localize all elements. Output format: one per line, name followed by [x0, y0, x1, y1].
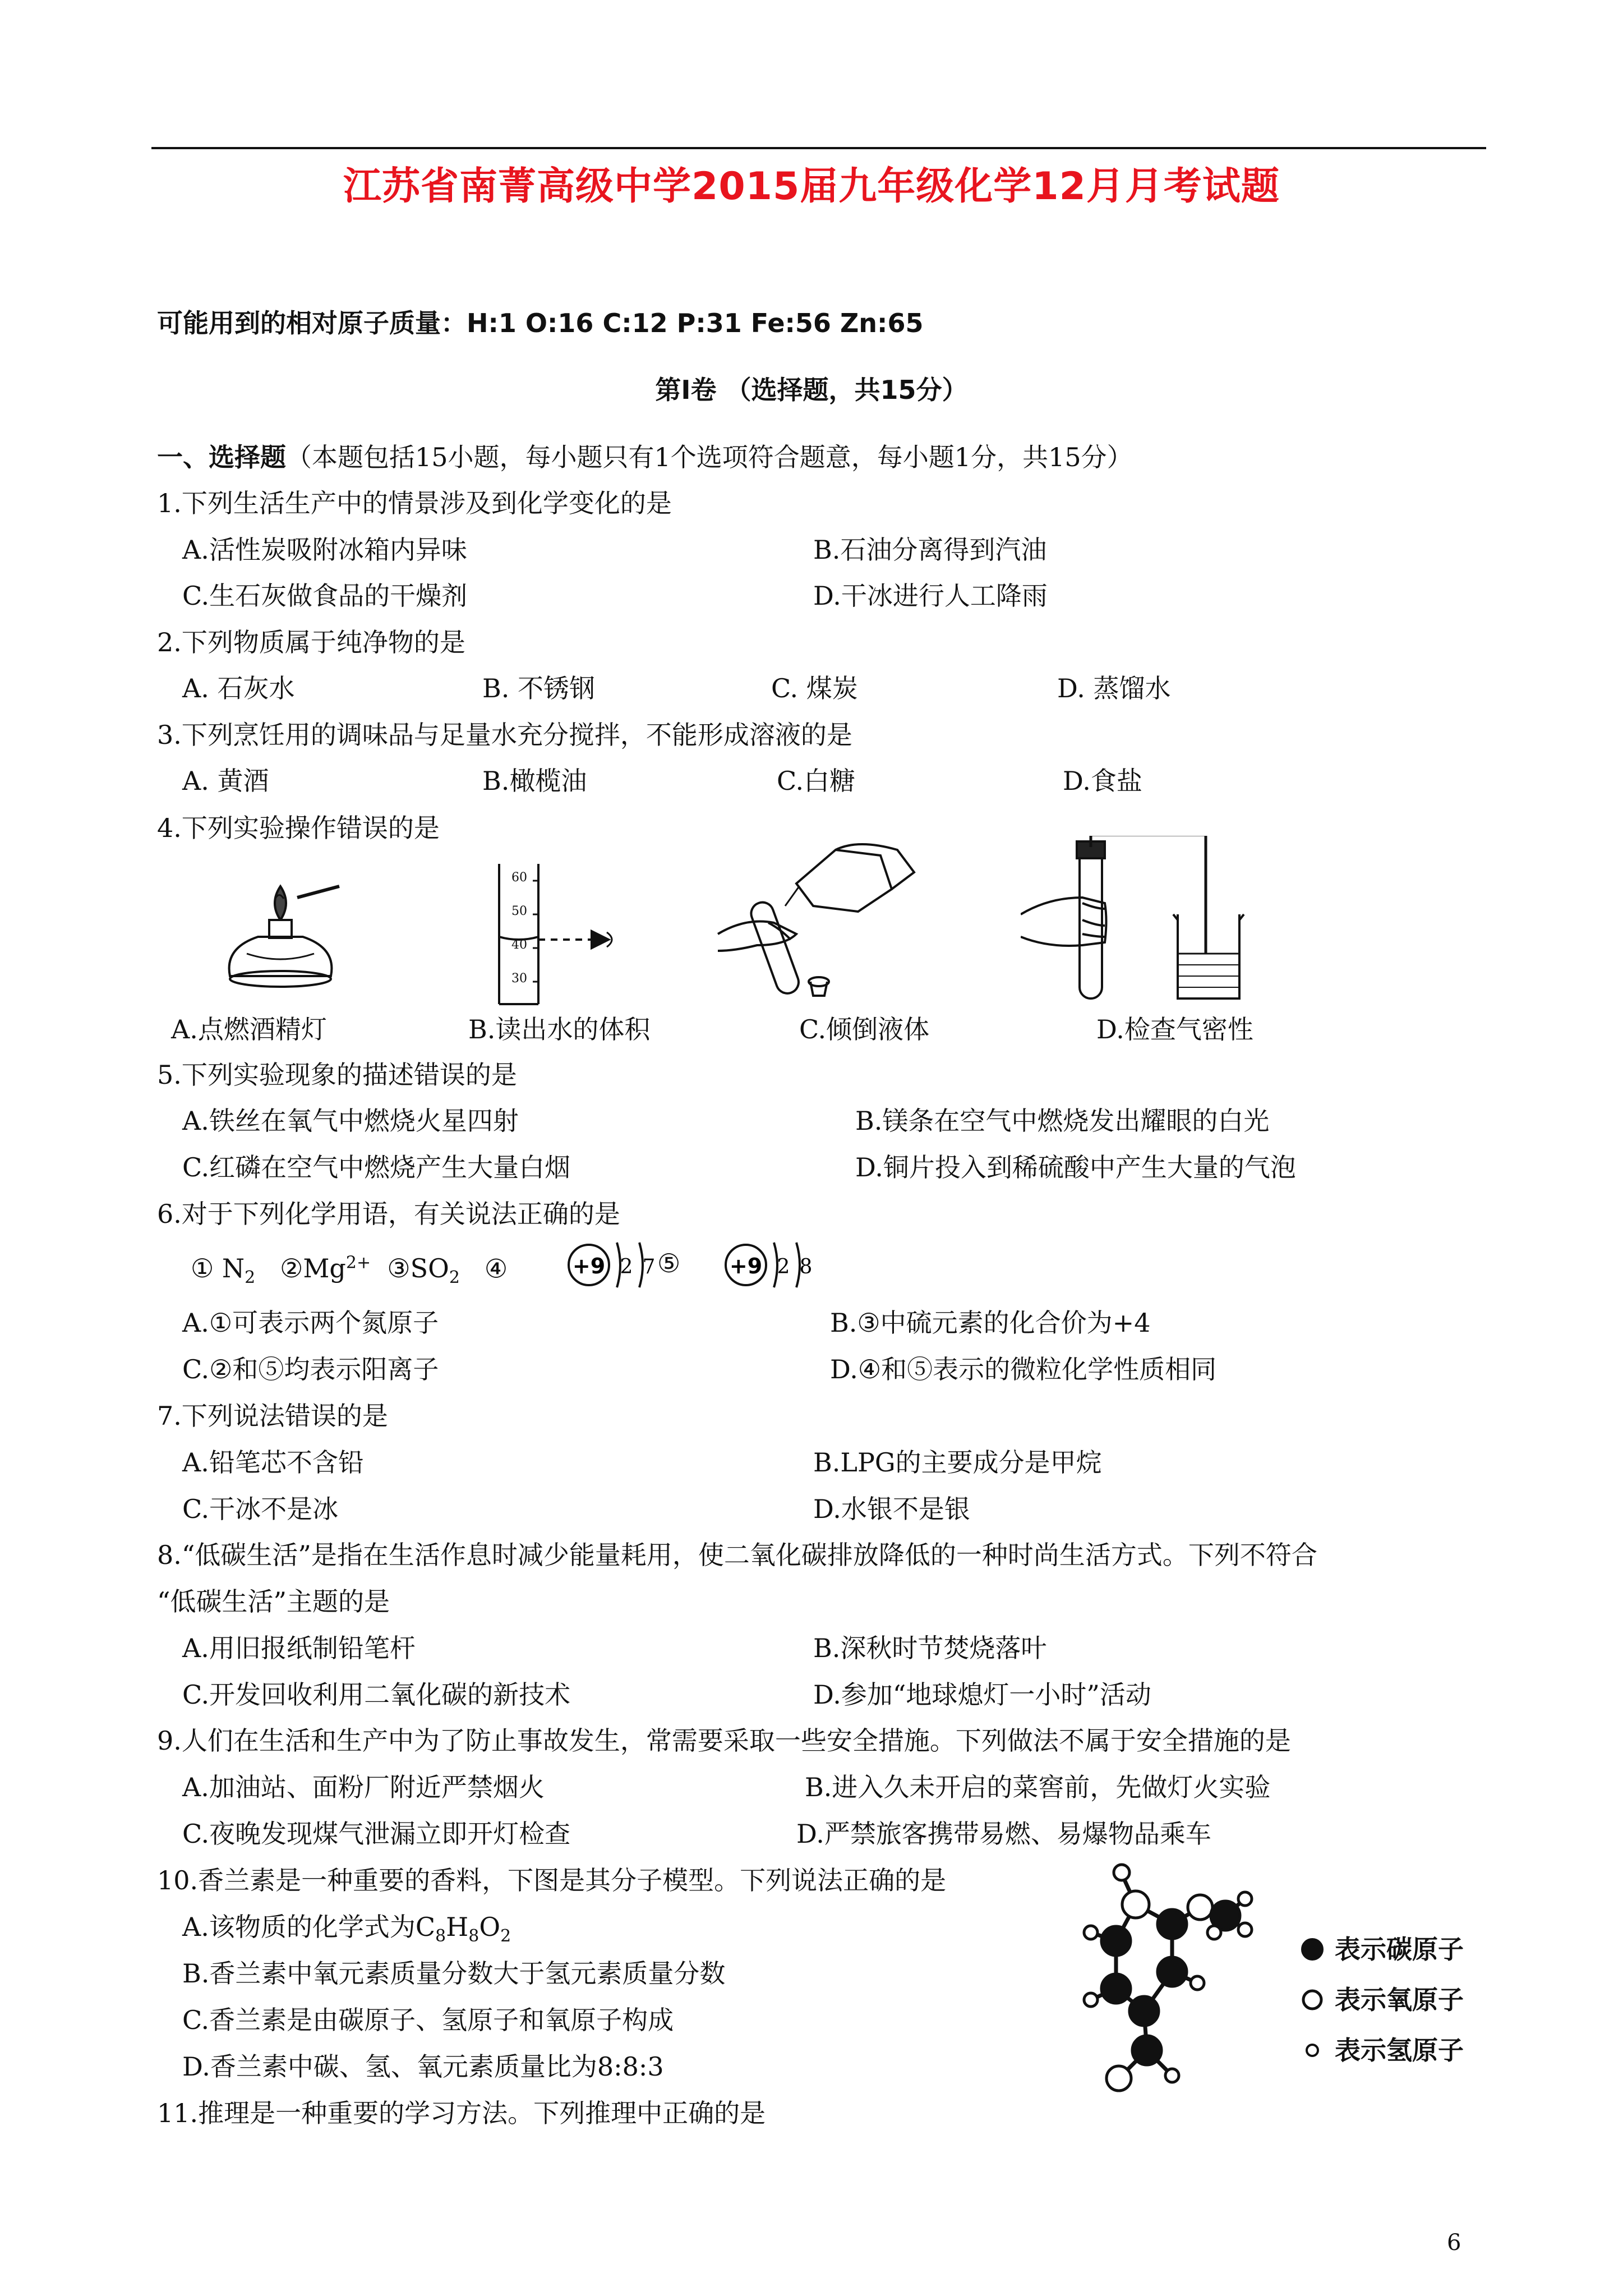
pouring-liquid-figure [712, 839, 925, 1007]
hydrogen-atom-icon [1307, 2045, 1318, 2056]
q5-option-d: D.铜片投入到稀硫酸中产生大量的气泡 [855, 1152, 1296, 1182]
q7-option-a: A.铅笔芯不含铅 [182, 1447, 364, 1478]
carbon-atom-icon [1302, 1939, 1322, 1959]
q1-option-a: A.活性炭吸附冰箱内异味 [182, 535, 467, 565]
q2-option-d: D. 蒸馏水 [1057, 673, 1171, 703]
q10-option-a: A.该物质的化学式为$C_8H_8O_2$ [182, 1912, 511, 1947]
atom4-shell-2: 7 [642, 1255, 656, 1278]
q6-option-c: C.②和⑤均表示阳离子 [182, 1354, 439, 1384]
part-heading [157, 440, 1133, 474]
q5-stem: 5.下列实验现象的描述错误的是 [157, 1060, 517, 1090]
part-desc: （本题包括15小题，每小题只有1个选项符合题意，每小题1分，共15分） [286, 442, 1133, 472]
atom4-shell-1: 2 [620, 1255, 633, 1278]
q2-option-c: C. 煤炭 [771, 673, 858, 703]
legend-oxygen: 表示氧原子 [1335, 1985, 1464, 2015]
q4-stem: 4.下列实验操作错误的是 [157, 813, 440, 843]
q4-option-b: B.读出水的体积 [468, 1014, 651, 1045]
header-rule [151, 147, 1486, 149]
q10-option-d: D.香兰素中碳、氢、氧元素质量比为8:8:3 [182, 2051, 664, 2082]
q4-option-d: D.检查气密性 [1096, 1014, 1253, 1045]
q9-option-d: D.严禁旅客携带易燃、易爆物品乘车 [796, 1819, 1211, 1849]
q3-stem: 3.下列烹饪用的调味品与足量水充分搅拌，不能形成溶液的是 [157, 720, 852, 750]
q3-option-a: A. 黄酒 [182, 766, 269, 796]
q1-stem: 1.下列生活生产中的情景涉及到化学变化的是 [157, 488, 672, 518]
q3-option-d: D.食盐 [1063, 766, 1142, 796]
q5-option-a: A.铁丝在氧气中燃烧火星四射 [182, 1106, 519, 1136]
atom-structure-4 [561, 1234, 673, 1296]
q9-option-c: C.夜晚发现煤气泄漏立即开灯检查 [182, 1819, 571, 1849]
cylinder-tick-50: 50 [511, 904, 527, 918]
q1-option-c: C.生石灰做食品的干燥剂 [182, 581, 468, 611]
q2-option-a: A. 石灰水 [182, 673, 295, 703]
symbol-mg-ion: $②Mg^{2+}$ [280, 1253, 371, 1284]
atom5-shell-1: 2 [777, 1255, 790, 1278]
q8-stem-continued: “低碳生活”主题的是 [157, 1586, 390, 1617]
symbol-4: ④ [484, 1253, 508, 1284]
atom4-nucleus: +9 [572, 1254, 606, 1278]
symbol-n2: ① $N_2$ [191, 1253, 256, 1288]
oxygen-atom-icon [1303, 1991, 1321, 2009]
q9-stem: 9.人们在生活和生产中为了防止事故发生，常需要采取一些安全措施。下列做法不属于安全措施的是 [157, 1726, 1291, 1756]
q2-stem: 2.下列物质属于纯净物的是 [157, 627, 465, 657]
alcohol-lamp-figure [213, 864, 348, 999]
airtightness-check-figure [1021, 836, 1256, 1010]
molecule-legend-icons [1295, 1932, 1329, 2078]
graduated-cylinder-figure [477, 858, 634, 1010]
q11-stem: 11.推理是一种重要的学习方法。下列推理中正确的是 [157, 2098, 766, 2128]
q8-stem: 8.“低碳生活”是指在生活作息时减少能量耗用，使二氧化碳排放降低的一种时尚生活方式。下列不符合 [157, 1540, 1317, 1570]
vanillin-molecule-model [1077, 1862, 1301, 2098]
q2-option-b: B. 不锈钢 [482, 673, 596, 703]
atom-structure-5 [718, 1234, 830, 1296]
cylinder-tick-60: 60 [511, 871, 527, 885]
page-number: 6 [1447, 2230, 1461, 2256]
q6-option-b: B.③中硫元素的化合价为+4 [830, 1308, 1151, 1338]
exam-title: 江苏省南菁高级中学2015届九年级化学12月月考试题 [343, 164, 1280, 209]
part-label: 一、选择题 [157, 442, 286, 472]
atom5-shell-2: 8 [799, 1255, 813, 1278]
q6-stem: 6.对于下列化学用语，有关说法正确的是 [157, 1199, 620, 1229]
q8-option-b: B.深秋时节焚烧落叶 [813, 1633, 1047, 1663]
cylinder-tick-30: 30 [511, 972, 527, 986]
q8-option-d: D.参加“地球熄灯一小时”活动 [813, 1680, 1151, 1710]
section-heading: 第Ⅰ卷 （选择题，共15分） [655, 375, 968, 405]
q4-option-a: A.点燃酒精灯 [171, 1014, 327, 1045]
q9-option-b: B.进入久未开启的菜窖前，先做灯火实验 [805, 1772, 1271, 1802]
q6-option-d: D.④和⑤表示的微粒化学性质相同 [830, 1354, 1217, 1384]
q1-option-b: B.石油分离得到汽油 [813, 535, 1047, 565]
q10-option-c: C.香兰素是由碳原子、氢原子和氧原子构成 [182, 2005, 674, 2035]
legend-carbon: 表示碳原子 [1335, 1934, 1464, 1964]
atomic-mass-line: 可能用到的相对原子质量：H:1 O:16 C:12 P:31 Fe:56 Zn:65 [157, 308, 924, 338]
legend-hydrogen: 表示氢原子 [1335, 2035, 1464, 2065]
cylinder-tick-40: 40 [511, 938, 527, 952]
symbol-so2: $③SO_2$ [387, 1253, 460, 1288]
atom5-nucleus: +9 [729, 1254, 763, 1278]
q6-symbols [191, 1246, 508, 1295]
q3-option-b: B.橄榄油 [482, 766, 587, 796]
q10-stem: 10.香兰素是一种重要的香料，下图是其分子模型。下列说法正确的是 [157, 1865, 947, 1895]
q7-option-d: D.水银不是银 [813, 1494, 970, 1524]
q3-option-c: C.白糖 [777, 766, 856, 796]
q6-option-a: A.①可表示两个氮原子 [182, 1308, 439, 1338]
q8-option-c: C.开发回收利用二氧化碳的新技术 [182, 1680, 571, 1710]
q4-option-c: C.倾倒液体 [799, 1014, 930, 1045]
q9-option-a: A.加油站、面粉厂附近严禁烟火 [182, 1772, 545, 1802]
q5-option-b: B.镁条在空气中燃烧发出耀眼的白光 [855, 1106, 1270, 1136]
q7-option-b: B.LPG的主要成分是甲烷 [813, 1447, 1102, 1478]
q1-option-d: D.干冰进行人工降雨 [813, 581, 1048, 611]
q7-stem: 7.下列说法错误的是 [157, 1401, 388, 1431]
q8-option-a: A.用旧报纸制铅笔杆 [182, 1633, 416, 1663]
symbol-5: ⑤ [657, 1248, 681, 1278]
q10-option-b: B.香兰素中氧元素质量分数大于氢元素质量分数 [182, 1958, 726, 1989]
q5-option-c: C.红磷在空气中燃烧产生大量白烟 [182, 1152, 571, 1182]
q7-option-c: C.干冰不是冰 [182, 1494, 339, 1524]
